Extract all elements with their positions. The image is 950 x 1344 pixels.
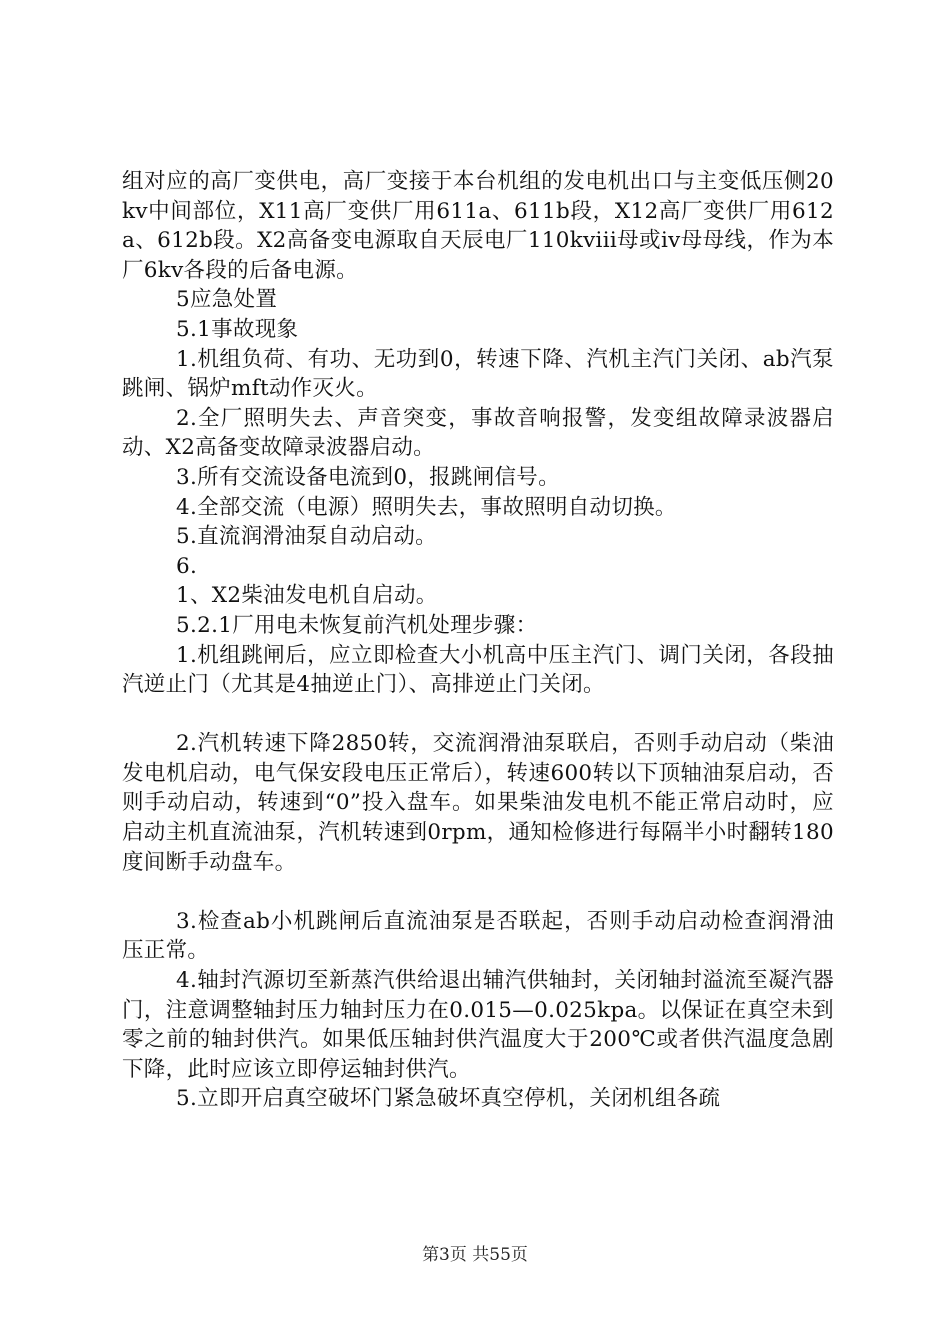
- list-item: 5.立即开启真空破坏门紧急破坏真空停机，关闭机组各疏: [176, 1086, 721, 1112]
- page-footer: [0, 1240, 950, 1265]
- document-body: [122, 167, 834, 1114]
- list-item: 1.机组跳闸后，应立即检查大小机高中压主汽门、调门关闭，各段抽汽逆止门（尤其是4抽逆止门）、高排逆止门关闭。: [122, 642, 834, 698]
- list-item: 3.检查ab小机跳闸后直流油泵是否联起，否则手动启动检查润滑油压正常。: [122, 908, 834, 964]
- list-item: 1.机组负荷、有功、无功到0，转速下降、汽机主汽门关闭、ab汽泵跳闸、锅炉mft动作灭火。: [122, 346, 834, 402]
- page-number: 第3页 共55页: [422, 1245, 528, 1265]
- list-item: 5.直流润滑油泵自动启动。: [176, 524, 437, 550]
- subsection-heading-phenomena: 5.1事故现象: [176, 316, 299, 342]
- subsection-heading-steps: 5.2.1厂用电未恢复前汽机处理步骤：: [176, 612, 538, 638]
- list-item: 3.所有交流设备电流到0，报跳闸信号。: [176, 464, 560, 490]
- paragraph-power-supply: 组对应的高厂变供电，高厂变接于本台机组的发电机出口与主变低压侧20kv中间部位，X11高厂变供厂用611a、611b段，X12高厂变供厂用612a、612b段。X2高备变电源取自天辰电厂110kviii母或iv母母线，作为本厂6kv各段的后备电源。: [122, 169, 834, 283]
- list-item: 2.全厂照明失去、声音突变，事故音响报警，发变组故障录波器启动、X2高备变故障录波器启动。: [122, 405, 834, 461]
- list-item: 6.: [176, 553, 198, 579]
- section-heading-emergency: 5应急处置: [176, 287, 278, 313]
- list-item: 2.汽机转速下降2850转，交流润滑油泵联启，否则手动启动（柴油发电机启动，电气保安段电压正常后），转速600转以下顶轴油泵启动，否则手动启动，转速到“0”投入盘车。如果柴油发电机不能正常启动时，应启动主机直流油泵，汽机转速到0rpm，通知检修进行每隔半小时翻转180度间断手动盘车。: [122, 731, 834, 875]
- list-item: 1、X2柴油发电机自启动。: [176, 583, 438, 609]
- list-item: 4.全部交流（电源）照明失去，事故照明自动切换。: [176, 494, 677, 520]
- list-item: 4.轴封汽源切至新蒸汽供给退出辅汽供轴封，关闭轴封溢流至凝汽器门，注意调整轴封压力轴封压力在0.015—0.025kpa。以保证在真空未到零之前的轴封供汽。如果低压轴封供汽温度大于200℃或者供汽温度急剧下降，此时应该立即停运轴封供汽。: [122, 968, 834, 1082]
